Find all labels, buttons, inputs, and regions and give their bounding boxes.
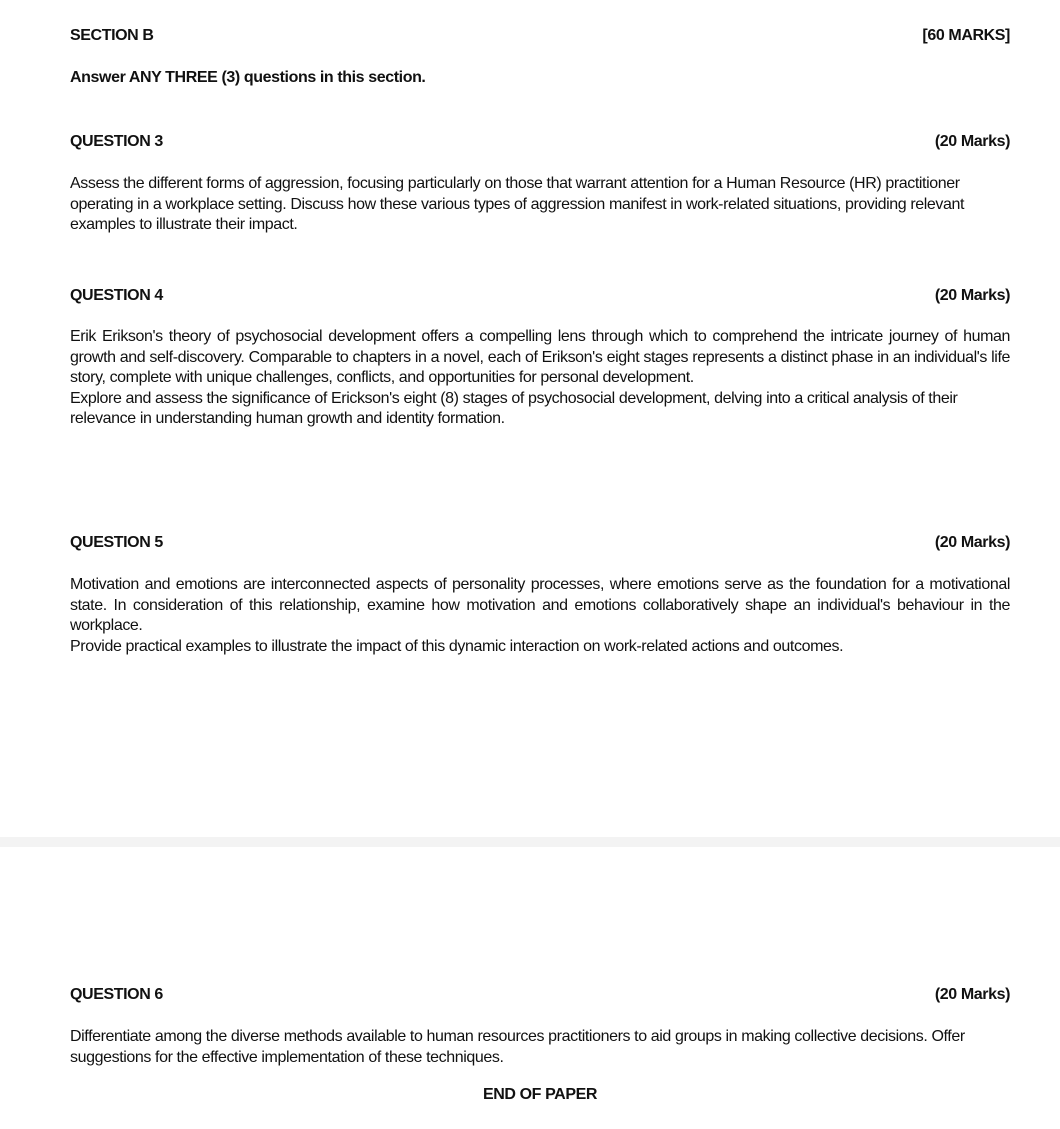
question-5-paragraph-1: Motivation and emotions are interconnected aspects of personality processes, where emotions serve as the foundation for a motivational state. In consideration of this relationship, examine how motivation and emotions collaboratively shape an individual's behaviour in the workplace. [70, 576, 1010, 634]
question-4-title: QUESTION 4 [70, 287, 163, 304]
question-6-marks: (20 Marks) [934, 986, 1010, 1003]
question-3-body [70, 174, 1010, 236]
question-4-marks: (20 Marks) [934, 287, 1010, 304]
question-3-marks: (20 Marks) [934, 133, 1010, 150]
end-of-paper: END OF PAPER [482, 1086, 598, 1103]
question-4-header [70, 286, 1010, 306]
question-4-paragraph-1: Erik Erikson's theory of psychosocial development offers a compelling lens through which to comprehend the intricate journey of human growth and self-discovery. Comparable to chapters in a novel, each of Erikson's eight stages represents a distinct phase in an individual's life story, complete with unique challenges, conflicts, and opportunities for personal development. [70, 328, 1010, 386]
question-5-body [70, 575, 1010, 657]
question-6-header [70, 985, 1010, 1005]
section-header [70, 26, 1010, 46]
question-3-title: QUESTION 3 [70, 133, 163, 150]
question-6-paragraph-1: Differentiate among the diverse methods available to human resources practitioners to aid groups in making collective decisions. Offer suggestions for the effective implementation of these techniques. [70, 1028, 965, 1066]
question-3-paragraph-1: Assess the different forms of aggression, focusing particularly on those that warrant attention for a Human Resource (HR) practitioner operating in a workplace setting. Discuss how these various types of aggression manifest in work-related situations, providing relevant examples to illustrate their impact. [70, 175, 965, 233]
question-4-paragraph-2: Explore and assess the significance of Erickson's eight (8) stages of psychosocial development, delving into a critical analysis of their relevance in understanding human growth and identity formation. [70, 389, 958, 427]
question-5-header [70, 533, 1010, 553]
section-title: SECTION B [70, 27, 154, 44]
question-5-paragraph-2: Provide practical examples to illustrate the impact of this dynamic interaction on work-related actions and outcomes. [70, 637, 844, 655]
question-6-title: QUESTION 6 [70, 986, 163, 1003]
section-marks: [60 MARKS] [922, 27, 1010, 44]
question-4-body [70, 327, 1010, 430]
question-3-header [70, 132, 1010, 152]
question-6-body [70, 1027, 1010, 1068]
page-separator [0, 837, 1060, 847]
question-5-marks: (20 Marks) [934, 534, 1010, 551]
exam-page-2 [0, 847, 1060, 1129]
question-5-title: QUESTION 5 [70, 534, 163, 551]
section-instruction: Answer ANY THREE (3) questions in this section. [70, 69, 426, 86]
